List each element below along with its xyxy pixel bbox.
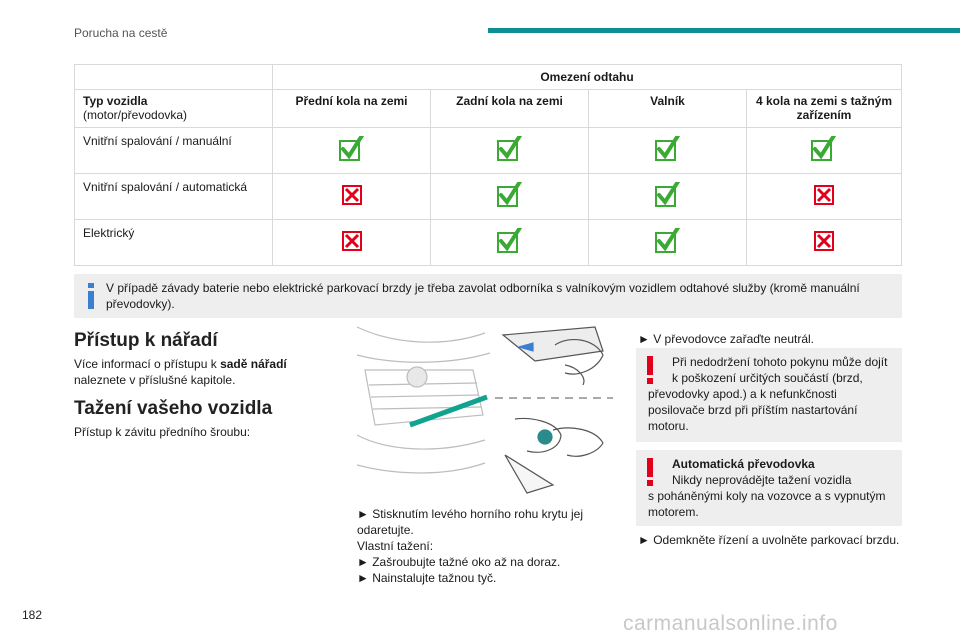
warning-icon	[646, 458, 654, 486]
hand-screw-drawing	[505, 419, 603, 493]
row-header-title: Typ vozidla	[83, 94, 148, 108]
mark-cell	[589, 174, 747, 220]
tools-text-bold: sadě nářadí	[220, 357, 287, 371]
row-label: Vnitřní spalování / manuální	[75, 128, 273, 174]
table-row	[75, 174, 902, 220]
cross-icon	[811, 182, 837, 208]
mark-cell	[747, 174, 902, 220]
step-press-cover-cont: odaretujte.	[357, 523, 414, 537]
mark-cell	[747, 128, 902, 174]
table-row	[75, 220, 902, 266]
row-header-sub: (motor/převodovka)	[83, 108, 188, 122]
check-icon	[497, 136, 523, 162]
mark-cell	[431, 128, 589, 174]
warning-note-automatic	[636, 450, 902, 526]
mark-cell	[747, 220, 902, 266]
info-icon	[86, 283, 96, 309]
towing-table	[74, 64, 902, 266]
mark-cell	[273, 174, 431, 220]
step-screw-eye: ► Zašroubujte tažné oko až na doraz.	[357, 555, 561, 569]
warning-gearbox-text	[636, 348, 902, 442]
tow-eye-illustration	[355, 325, 615, 495]
warning-icon	[646, 356, 654, 384]
step-neutral: ► V převodovce zařaďte neutrál.	[638, 332, 815, 346]
check-icon	[497, 228, 523, 254]
car-front-drawing	[357, 327, 490, 473]
mark-cell	[589, 128, 747, 174]
column-header: Zadní kola na zemi	[431, 90, 589, 128]
row-header-cell	[75, 90, 273, 128]
own-towing-label: Vlastní tažení:	[357, 539, 434, 553]
warning-automatic-title: Automatická převodovka	[672, 457, 815, 471]
table-row	[75, 128, 902, 174]
warning-note-gearbox	[636, 348, 902, 442]
table-corner-cell	[75, 65, 273, 90]
tools-text-post: naleznete v příslušné kapitole.	[74, 373, 236, 387]
mark-cell	[273, 220, 431, 266]
step-release-brake: ► Odemkněte řízení a uvolněte parkovací brzdu.	[638, 533, 900, 547]
warning-gearbox-rest: převodovky apod.) a k nefunkčnosti posilovače brzd při příštím nastartování motoru.	[648, 387, 858, 433]
warning-gearbox-line1: Při nedodržení tohoto pokynu může dojít	[672, 355, 888, 369]
heading-towing: Tažení vašeho vozidla	[74, 398, 273, 419]
tow-cover-highlight	[410, 397, 487, 425]
column-header: Přední kola na zemi	[273, 90, 431, 128]
row-label: Vnitřní spalování / automatická	[75, 174, 273, 220]
mark-cell	[589, 220, 747, 266]
column-header: 4 kola na zemi s tažným zařízením	[747, 90, 902, 128]
table-group-header: Omezení odtahu	[273, 65, 902, 90]
hand-press-drawing	[503, 327, 603, 385]
cross-icon	[811, 228, 837, 254]
column-header: Valník	[589, 90, 747, 128]
step-install-bar: ► Nainstalujte tažnou tyč.	[357, 571, 497, 585]
mark-cell	[431, 220, 589, 266]
check-icon	[655, 228, 681, 254]
step-press-cover: ► Stisknutím levého horního rohu krytu jej	[357, 507, 583, 521]
heading-tools: Přístup k nářadí	[74, 330, 218, 351]
section-title: Porucha na cestě	[74, 26, 168, 40]
check-icon	[811, 136, 837, 162]
mark-cell	[431, 174, 589, 220]
check-icon	[497, 182, 523, 208]
info-note-text: V případě závady baterie nebo elektrické parkovací brzdy je třeba zavolat odborníka s valníkovým vozidlem odtahové služby (kromě manuální převodovky).	[106, 281, 860, 311]
check-icon	[655, 136, 681, 162]
cross-icon	[339, 182, 365, 208]
row-label: Elektrický	[75, 220, 273, 266]
cross-icon	[339, 228, 365, 254]
middle-steps	[357, 506, 607, 586]
mark-cell	[273, 128, 431, 174]
tools-paragraph	[74, 356, 334, 388]
check-icon	[339, 136, 365, 162]
header-accent-bar	[488, 28, 960, 33]
table-group-header-row	[75, 65, 902, 90]
info-note	[74, 274, 902, 318]
warning-automatic-rest: s poháněnými koly na vozovce a s vypnutým motorem.	[648, 489, 886, 519]
towing-paragraph: Přístup k závitu předního šroubu:	[74, 425, 251, 439]
check-icon	[655, 182, 681, 208]
page-number: 182	[22, 608, 43, 622]
warning-automatic-text	[636, 450, 902, 528]
warning-gearbox-line2: k poškození určitých součástí (brzd,	[672, 371, 863, 385]
tools-text-pre: Více informací o přístupu k	[74, 357, 221, 371]
warning-automatic-line1: Nikdy neprovádějte tažení vozidla	[672, 473, 852, 487]
watermark: carmanualsonline.info	[623, 612, 838, 635]
table-column-header-row	[75, 90, 902, 128]
